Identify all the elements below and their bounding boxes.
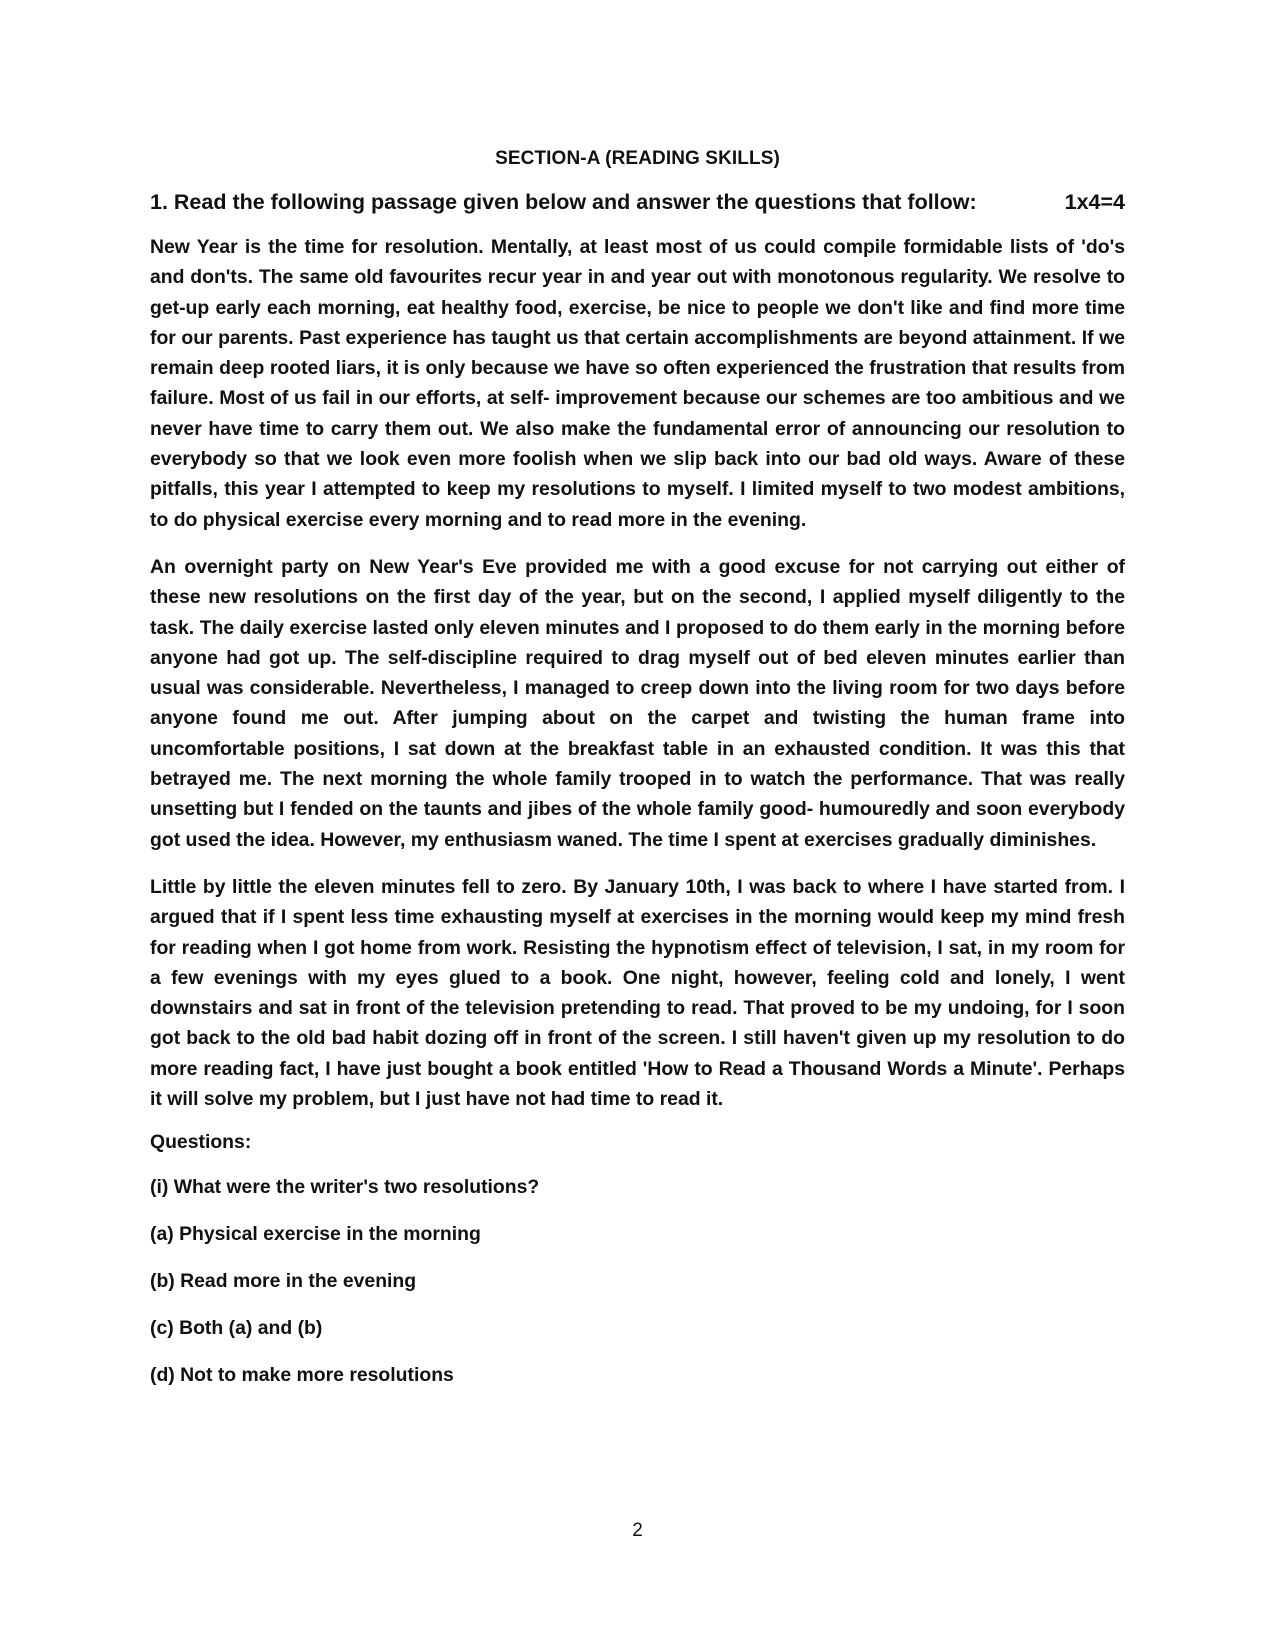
question-text: (i) What were the writer's two resolutions? [150, 1176, 540, 1199]
section-title: SECTION-A (READING SKILLS) [495, 148, 780, 169]
question-header [150, 190, 1125, 215]
questions-label: Questions: [150, 1131, 252, 1154]
passage-paragraph-3: Little by little the eleven minutes fell to zero. By January 10th, I was back to where I have started from. I argued that if I spent less time exhausting myself at exercises in the morning would keep my mind fresh for reading when I got home from work. Resisting the hypnotism effect of television, I sat, in my room for a few evenings with my eyes glued to a book. One night, however, feeling cold and lonely, I went downstairs and sat in front of the television pretending to read. That proved to be my undoing, for I soon got back to the old bad habit dozing off in front of the screen. I still haven't given up my resolution to do more reading fact, I have just bought a book entitled 'How to Read a Thousand Words a Minute'. Perhaps it will solve my problem, but I just have not had time to read it. [150, 875, 1125, 1111]
option-c: (c) Both (a) and (b) [150, 1317, 323, 1340]
option-a: (a) Physical exercise in the morning [150, 1223, 481, 1246]
question-instruction: 1. Read the following passage given below and answer the questions that follow: [150, 190, 977, 214]
option-b: (b) Read more in the evening [150, 1270, 417, 1293]
passage-paragraph-2: An overnight party on New Year's Eve provided me with a good excuse for not carrying out either of these new resolutions on the first day of the year, but on the second, I applied myself diligently to the task. The daily exercise lasted only eleven minutes and I proposed to do them early in the morning before anyone had got up. The self-discipline required to drag myself out of bed eleven minutes earlier than usual was considerable. Nevertheless, I managed to creep down into the living room for two days before anyone found me out. After jumping about on the carpet and twisting the human frame into uncomfortable positions, I sat down at the breakfast table in an exhausted condition. It was this that betrayed me. The next morning the whole family trooped in to watch the performance. That was really unsetting but I fended on the taunts and jibes of the whole family good- humouredly and soon everybody got used the idea. However, my enthusiasm waned. The time I spent at exercises gradually diminishes. [150, 555, 1125, 851]
exam-page [150, 148, 1125, 1411]
passage-paragraph-1: New Year is the time for resolution. Mentally, at least most of us could compile formidable lists of 'do's and don'ts. The same old favourites recur year in and year out with monotonous regularity. We resolve to get-up early each morning, eat healthy food, exercise, be nice to people we don't like and find more time for our parents. Past experience has taught us that certain accomplishments are beyond attainment. If we remain deep rooted liars, it is only because we have so often experienced the frustration that results from failure. Most of us fail in our efforts, at self- improvement because our schemes are too ambitious and we never have time to carry them out. We also make the fundamental error of announcing our resolution to everybody so that we look even more foolish when we slip back into our bad old ways. Aware of these pitfalls, this year I attempted to keep my resolutions to myself. I limited myself to two modest ambitions, to do physical exercise every morning and to read more in the evening. [150, 236, 1125, 531]
option-d: (d) Not to make more resolutions [150, 1364, 454, 1387]
page-number: 2 [632, 1520, 643, 1541]
marks-label: 1x4=4 [1064, 190, 1125, 214]
